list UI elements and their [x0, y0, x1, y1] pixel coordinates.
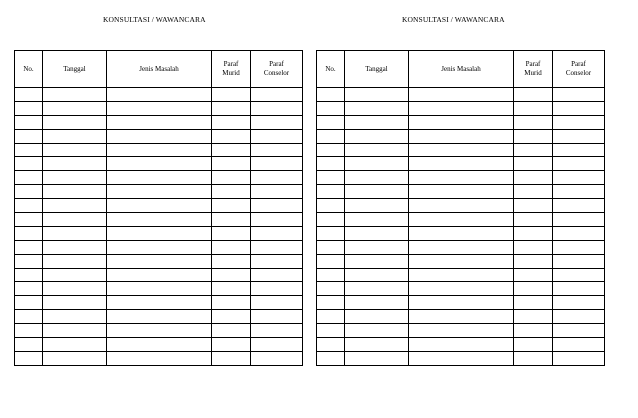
cell-student-sign — [212, 254, 251, 268]
cell-counselor-sign — [553, 282, 605, 296]
cell-issue — [107, 143, 212, 157]
cell-issue — [409, 254, 514, 268]
cell-issue — [409, 143, 514, 157]
cell-date — [43, 351, 107, 365]
right-page-title: KONSULTASI / WAWANCARA — [402, 15, 505, 24]
cell-no — [15, 88, 43, 102]
cell-no — [317, 115, 345, 129]
cell-date — [345, 213, 409, 227]
cell-no — [15, 115, 43, 129]
cell-counselor-sign — [251, 351, 303, 365]
table-row — [15, 338, 303, 352]
table-row — [15, 115, 303, 129]
cell-counselor-sign — [553, 240, 605, 254]
table-row — [15, 143, 303, 157]
table-row — [15, 351, 303, 365]
cell-no — [15, 129, 43, 143]
cell-student-sign — [212, 129, 251, 143]
cell-no — [317, 351, 345, 365]
table-row — [317, 157, 605, 171]
cell-no — [317, 157, 345, 171]
cell-student-sign — [514, 143, 553, 157]
cell-date — [345, 226, 409, 240]
cell-counselor-sign — [251, 254, 303, 268]
cell-date — [345, 185, 409, 199]
table-row — [15, 324, 303, 338]
cell-no — [15, 296, 43, 310]
cell-date — [345, 324, 409, 338]
table-row — [15, 88, 303, 102]
cell-date — [43, 240, 107, 254]
cell-student-sign — [514, 171, 553, 185]
cell-counselor-sign — [553, 171, 605, 185]
cell-student-sign — [212, 310, 251, 324]
cell-date — [345, 296, 409, 310]
cell-issue — [107, 226, 212, 240]
header-line: Conselor — [565, 69, 592, 77]
cell-student-sign — [212, 213, 251, 227]
table-row — [317, 115, 605, 129]
cell-student-sign — [514, 226, 553, 240]
table-row — [317, 88, 605, 102]
cell-date — [345, 88, 409, 102]
header-line: Paraf — [571, 60, 586, 68]
cell-no — [317, 129, 345, 143]
table-row — [317, 351, 605, 365]
cell-date — [345, 240, 409, 254]
cell-date — [345, 351, 409, 365]
left-page-title: KONSULTASI / WAWANCARA — [103, 15, 206, 24]
cell-counselor-sign — [553, 324, 605, 338]
cell-no — [15, 268, 43, 282]
cell-no — [15, 240, 43, 254]
cell-date — [43, 199, 107, 213]
table-row — [15, 226, 303, 240]
cell-date — [43, 268, 107, 282]
cell-no — [317, 185, 345, 199]
cell-date — [345, 199, 409, 213]
cell-issue — [107, 213, 212, 227]
cell-student-sign — [212, 143, 251, 157]
cell-counselor-sign — [251, 296, 303, 310]
cell-date — [345, 268, 409, 282]
cell-student-sign — [514, 129, 553, 143]
cell-no — [317, 338, 345, 352]
cell-issue — [107, 129, 212, 143]
left-table-body — [15, 88, 303, 366]
cell-no — [15, 324, 43, 338]
cell-date — [345, 101, 409, 115]
table-row — [317, 101, 605, 115]
cell-issue — [107, 115, 212, 129]
cell-no — [317, 324, 345, 338]
cell-counselor-sign — [553, 296, 605, 310]
table-row — [15, 310, 303, 324]
cell-counselor-sign — [553, 351, 605, 365]
cell-counselor-sign — [251, 226, 303, 240]
cell-issue — [409, 296, 514, 310]
cell-date — [43, 157, 107, 171]
cell-no — [15, 338, 43, 352]
cell-no — [317, 199, 345, 213]
cell-date — [43, 143, 107, 157]
cell-date — [43, 338, 107, 352]
cell-date — [43, 213, 107, 227]
cell-student-sign — [514, 199, 553, 213]
right-table-body — [317, 88, 605, 366]
cell-issue — [409, 310, 514, 324]
cell-no — [317, 101, 345, 115]
cell-student-sign — [212, 185, 251, 199]
cell-date — [43, 101, 107, 115]
cell-issue — [409, 324, 514, 338]
cell-student-sign — [514, 115, 553, 129]
cell-issue — [107, 101, 212, 115]
cell-counselor-sign — [553, 199, 605, 213]
cell-counselor-sign — [251, 115, 303, 129]
header-line: Paraf — [525, 60, 541, 68]
cell-issue — [409, 115, 514, 129]
column-header-issue: Jenis Masalah — [107, 51, 212, 88]
table-row — [317, 338, 605, 352]
cell-issue — [107, 282, 212, 296]
cell-student-sign — [212, 157, 251, 171]
table-row — [15, 268, 303, 282]
cell-issue — [107, 254, 212, 268]
header-row — [15, 51, 303, 88]
cell-student-sign — [212, 101, 251, 115]
table-row — [317, 282, 605, 296]
table-row — [317, 171, 605, 185]
table-row — [317, 185, 605, 199]
cell-counselor-sign — [251, 185, 303, 199]
cell-issue — [409, 268, 514, 282]
cell-student-sign — [212, 115, 251, 129]
cell-date — [43, 129, 107, 143]
cell-counselor-sign — [251, 213, 303, 227]
column-header-date: Tanggal — [345, 51, 409, 88]
cell-counselor-sign — [251, 171, 303, 185]
cell-no — [317, 213, 345, 227]
cell-date — [43, 254, 107, 268]
column-header-student-sign — [514, 51, 553, 88]
cell-date — [43, 185, 107, 199]
table-row — [15, 171, 303, 185]
cell-counselor-sign — [251, 88, 303, 102]
table-row — [317, 199, 605, 213]
table-row — [15, 185, 303, 199]
cell-counselor-sign — [553, 129, 605, 143]
cell-student-sign — [212, 324, 251, 338]
cell-counselor-sign — [251, 143, 303, 157]
cell-issue — [409, 213, 514, 227]
cell-student-sign — [212, 351, 251, 365]
cell-issue — [409, 226, 514, 240]
cell-issue — [409, 101, 514, 115]
cell-student-sign — [212, 199, 251, 213]
cell-issue — [107, 185, 212, 199]
table-row — [15, 213, 303, 227]
table-row — [15, 296, 303, 310]
header-line: Conselor — [263, 69, 290, 77]
cell-date — [43, 282, 107, 296]
table-row — [15, 199, 303, 213]
cell-counselor-sign — [251, 268, 303, 282]
column-header-student-sign — [212, 51, 251, 88]
cell-issue — [409, 240, 514, 254]
cell-issue — [409, 282, 514, 296]
cell-counselor-sign — [553, 268, 605, 282]
cell-date — [345, 115, 409, 129]
cell-date — [345, 143, 409, 157]
cell-student-sign — [514, 213, 553, 227]
cell-no — [317, 143, 345, 157]
cell-student-sign — [514, 351, 553, 365]
cell-issue — [409, 129, 514, 143]
cell-counselor-sign — [251, 338, 303, 352]
cell-date — [43, 88, 107, 102]
cell-no — [15, 226, 43, 240]
header-line: Paraf — [269, 60, 284, 68]
table-row — [317, 296, 605, 310]
cell-counselor-sign — [553, 254, 605, 268]
cell-issue — [409, 185, 514, 199]
table-row — [15, 254, 303, 268]
cell-issue — [107, 324, 212, 338]
cell-student-sign — [212, 171, 251, 185]
cell-no — [15, 101, 43, 115]
cell-date — [345, 171, 409, 185]
cell-date — [345, 338, 409, 352]
cell-issue — [107, 338, 212, 352]
table-row — [317, 268, 605, 282]
column-header-issue: Jenis Masalah — [409, 51, 514, 88]
cell-counselor-sign — [251, 324, 303, 338]
cell-counselor-sign — [553, 157, 605, 171]
cell-date — [43, 115, 107, 129]
cell-no — [317, 310, 345, 324]
cell-student-sign — [514, 282, 553, 296]
table-row — [317, 324, 605, 338]
cell-student-sign — [514, 157, 553, 171]
cell-counselor-sign — [251, 282, 303, 296]
column-header-counselor-sign — [251, 51, 303, 88]
cell-counselor-sign — [553, 143, 605, 157]
cell-date — [345, 129, 409, 143]
header-line: Murid — [222, 69, 240, 77]
table-row — [317, 310, 605, 324]
cell-student-sign — [212, 296, 251, 310]
cell-student-sign — [514, 268, 553, 282]
table-row — [15, 240, 303, 254]
table-row — [15, 282, 303, 296]
cell-student-sign — [212, 282, 251, 296]
cell-student-sign — [514, 240, 553, 254]
cell-issue — [409, 199, 514, 213]
table-row — [15, 129, 303, 143]
cell-no — [15, 282, 43, 296]
cell-issue — [409, 351, 514, 365]
cell-no — [15, 213, 43, 227]
cell-student-sign — [514, 310, 553, 324]
cell-issue — [107, 171, 212, 185]
cell-student-sign — [212, 338, 251, 352]
cell-issue — [409, 338, 514, 352]
table-row — [317, 213, 605, 227]
cell-counselor-sign — [251, 310, 303, 324]
cell-student-sign — [212, 226, 251, 240]
cell-date — [345, 282, 409, 296]
cell-counselor-sign — [251, 199, 303, 213]
cell-student-sign — [514, 338, 553, 352]
cell-no — [317, 254, 345, 268]
cell-issue — [107, 268, 212, 282]
cell-issue — [107, 240, 212, 254]
header-row — [317, 51, 605, 88]
cell-issue — [409, 88, 514, 102]
cell-no — [15, 185, 43, 199]
cell-no — [317, 268, 345, 282]
cell-no — [15, 199, 43, 213]
cell-counselor-sign — [553, 88, 605, 102]
column-header-counselor-sign — [553, 51, 605, 88]
cell-date — [345, 310, 409, 324]
cell-no — [317, 296, 345, 310]
cell-issue — [409, 157, 514, 171]
cell-student-sign — [212, 268, 251, 282]
cell-counselor-sign — [553, 213, 605, 227]
cell-student-sign — [212, 240, 251, 254]
column-header-no: No. — [317, 51, 345, 88]
cell-student-sign — [514, 185, 553, 199]
cell-no — [317, 282, 345, 296]
cell-counselor-sign — [251, 129, 303, 143]
cell-issue — [107, 157, 212, 171]
table-row — [15, 157, 303, 171]
cell-counselor-sign — [553, 101, 605, 115]
table-row — [317, 254, 605, 268]
table-row — [317, 240, 605, 254]
cell-date — [43, 296, 107, 310]
cell-counselor-sign — [251, 101, 303, 115]
cell-no — [15, 143, 43, 157]
cell-counselor-sign — [553, 115, 605, 129]
cell-student-sign — [212, 88, 251, 102]
table-row — [15, 101, 303, 115]
cell-issue — [107, 88, 212, 102]
cell-date — [43, 324, 107, 338]
cell-issue — [107, 310, 212, 324]
cell-date — [345, 254, 409, 268]
cell-date — [43, 226, 107, 240]
cell-counselor-sign — [553, 185, 605, 199]
cell-date — [43, 310, 107, 324]
header-line: Paraf — [223, 60, 239, 68]
cell-no — [15, 351, 43, 365]
cell-counselor-sign — [251, 157, 303, 171]
cell-counselor-sign — [553, 338, 605, 352]
cell-student-sign — [514, 88, 553, 102]
cell-no — [15, 171, 43, 185]
cell-no — [317, 240, 345, 254]
column-header-no: No. — [15, 51, 43, 88]
table-row — [317, 226, 605, 240]
cell-date — [345, 157, 409, 171]
cell-counselor-sign — [553, 226, 605, 240]
cell-issue — [107, 351, 212, 365]
cell-no — [15, 157, 43, 171]
cell-issue — [107, 199, 212, 213]
table-row — [317, 129, 605, 143]
cell-no — [15, 310, 43, 324]
cell-no — [317, 88, 345, 102]
header-line: Murid — [524, 69, 542, 77]
cell-counselor-sign — [251, 240, 303, 254]
cell-student-sign — [514, 254, 553, 268]
cell-issue — [409, 171, 514, 185]
cell-no — [317, 226, 345, 240]
cell-no — [15, 254, 43, 268]
cell-student-sign — [514, 324, 553, 338]
cell-date — [43, 171, 107, 185]
right-consultation-table — [316, 50, 605, 366]
column-header-date: Tanggal — [43, 51, 107, 88]
cell-student-sign — [514, 101, 553, 115]
left-consultation-table — [14, 50, 303, 366]
cell-issue — [107, 296, 212, 310]
cell-counselor-sign — [553, 310, 605, 324]
table-row — [317, 143, 605, 157]
cell-student-sign — [514, 296, 553, 310]
cell-no — [317, 171, 345, 185]
